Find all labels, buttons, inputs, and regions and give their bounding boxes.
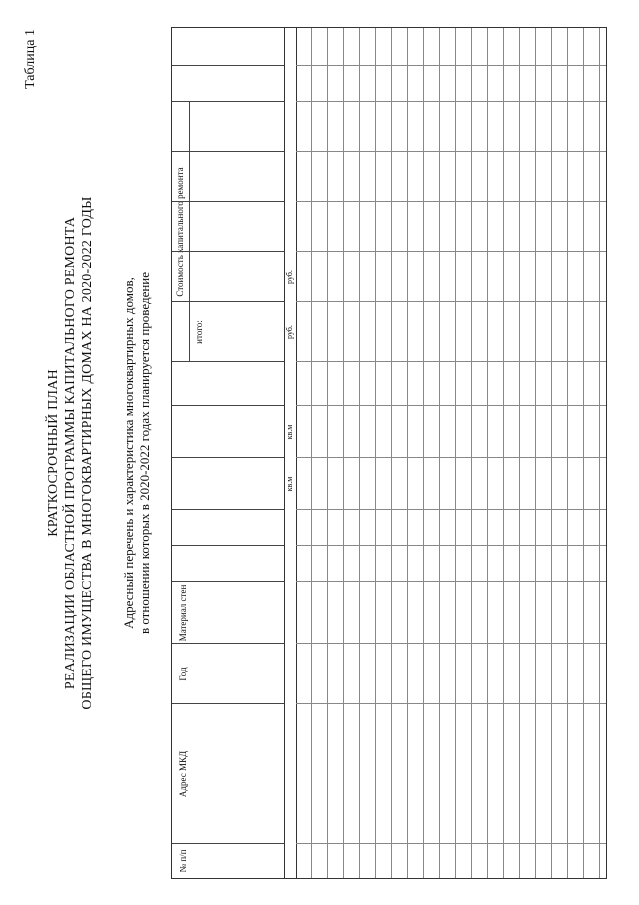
col-year-label: Год <box>177 666 188 681</box>
table-header <box>172 28 285 878</box>
col-floors <box>172 545 284 582</box>
col-unit-cost <box>172 65 284 102</box>
plan-title <box>45 13 96 893</box>
subtitle-line-2: в отношении которых в 2020-2022 годах планируется проведение <box>136 271 152 634</box>
col-cost-owners <box>172 101 284 152</box>
cost-group-header: Стоимость капитального ремонта <box>172 101 190 362</box>
col-cost-total <box>172 301 284 362</box>
unit-area-premises: кв.м <box>284 424 294 439</box>
col-cost-regional <box>172 151 284 202</box>
col-address-label: Адрес МКД <box>177 750 188 797</box>
col-residents <box>172 361 284 406</box>
subtitle-line-1: Адресный перечень и характеристика многоквартирных домов, <box>120 276 136 629</box>
units-row <box>284 28 297 878</box>
unit-area-total: кв.м <box>284 476 294 491</box>
col-cost-federal <box>172 201 284 252</box>
unit-cost-fund: руб. <box>284 269 294 284</box>
col-entrances <box>172 509 284 546</box>
table-body <box>296 28 606 878</box>
col-address <box>172 703 284 844</box>
plan-subtitle <box>121 13 153 893</box>
unit-cost-total: руб. <box>284 324 294 339</box>
rotated-sheet <box>15 13 625 893</box>
title-line-3: ОБЩЕГО ИМУЩЕСТВА В МНОГОКВАРТИРНЫХ ДОМАХ НА 2020-2022 ГОДЫ <box>79 195 95 710</box>
col-wall <box>172 581 284 644</box>
table-body-gridlines <box>296 28 606 878</box>
col-wall-label: Материал стен <box>177 584 188 641</box>
col-area-premises <box>172 405 284 458</box>
table-number: Таблица 1 <box>22 28 38 89</box>
col-cost-total-label: итого: <box>193 319 204 344</box>
col-num <box>172 843 284 878</box>
col-num-label: № п/п <box>177 849 188 872</box>
col-cost-fund <box>172 251 284 302</box>
col-max-unit-cost <box>172 26 284 66</box>
col-area-total <box>172 457 284 510</box>
col-year <box>172 643 284 704</box>
title-line-2: РЕАЛИЗАЦИИ ОБЛАСТНОЙ ПРОГРАММЫ КАПИТАЛЬНОГО РЕМОНТА <box>62 216 78 689</box>
title-line-1: КРАТКОСРОЧНЫЙ ПЛАН <box>45 368 61 537</box>
plan-table <box>171 27 607 879</box>
